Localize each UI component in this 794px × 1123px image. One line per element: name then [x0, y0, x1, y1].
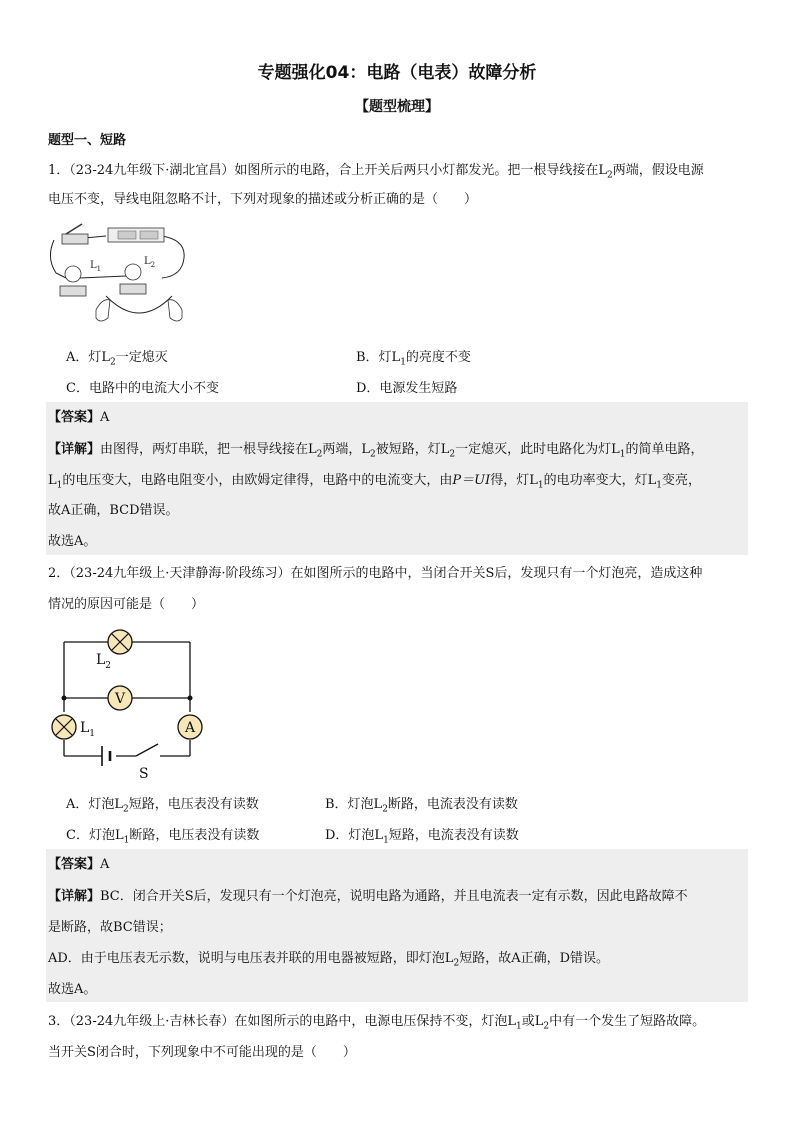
q1-option-b[interactable]: B．灯$L_1$的亮度不变 — [356, 350, 471, 368]
q1-option-a[interactable]: A．灯$L_2$一定熄灭 — [66, 350, 168, 368]
question-type-heading: 题型一、短路 — [48, 133, 127, 148]
q2-option-d[interactable]: D．灯泡$L_1$短路，电流表没有读数 — [325, 828, 519, 846]
q3-stem-line1: 3．（23-24九年级上·吉林长春）在如图所示的电路中，电源电压保持不变，灯泡$L_1$或$L_2$中有一个发生了短路故障。 — [48, 1014, 706, 1032]
q1-detail-line1: 【详解】由图得，两灯串联，把一根导线接在$L_2$两端，$L_2$被短路，灯$L_2$一定熄灭，此时电路化为灯$L_1$的简单电路， — [48, 442, 704, 460]
q3-stem-line2: 当开关S闭合时，下列现象中不可能出现的是（ ） — [48, 1045, 356, 1060]
q1-stem-line1: 1．（23-24九年级下·湖北宜昌）如图所示的电路，合上开关后两只小灯都发光。把一根导线接在$L_2$两端，假设电源 — [48, 163, 704, 181]
q2-detail-line1: 【详解】BC．闭合开关S后，发现只有一个灯泡亮，说明电路为通路，并且电流表一定有示数，因此电路故障不 — [48, 889, 688, 904]
q2-stem-line1: 2．（23-24九年级上·天津静海·阶段练习）在如图所示的电路中，当闭合开关S后，发现只有一个灯泡亮，造成这种 — [48, 566, 703, 581]
q2-fig-l1-label: $L_1$ — [80, 720, 96, 739]
q1-option-c[interactable]: C．电路中的电流大小不变 — [66, 381, 219, 396]
q2-fig-voltmeter-label: V — [115, 691, 126, 707]
q2-circuit-diagram — [44, 626, 214, 782]
q1-answer: 【答案】A — [48, 410, 110, 425]
q1-circuit-photo — [44, 218, 194, 333]
q2-option-c[interactable]: C．灯泡$L_1$断路，电压表没有读数 — [66, 828, 260, 846]
q2-stem-line2: 情况的原因可能是（ ） — [48, 597, 205, 612]
q1-stem-line2: 电压不变，导线电阻忽略不计，下列对现象的描述或分析正确的是（ ） — [48, 192, 478, 207]
q1-detail-line2: $L_1$的电压变大，电路电阻变小，由欧姆定律得，电路中的电流变大，由P＝UI得，灯$L_1$的电功率变大，灯$L_1$变亮， — [48, 473, 701, 491]
q2-answer: 【答案】A — [48, 857, 110, 872]
q1-detail-line4: 故选A。 — [48, 534, 97, 549]
q2-fig-l2-label: $L_2$ — [96, 652, 112, 671]
q1-fig-l2-label: $L_2$ — [144, 256, 156, 269]
q1-option-d[interactable]: D．电源发生短路 — [356, 381, 458, 396]
q2-fig-switch-label: S — [139, 766, 149, 782]
q1-fig-l1-label: $L_1$ — [90, 260, 102, 273]
q2-option-a[interactable]: A．灯泡$L_2$短路，电压表没有读数 — [66, 797, 259, 815]
q2-detail-line4: 故选A。 — [48, 982, 97, 997]
page-title: 专题强化04：电路（电表）故障分析 — [257, 63, 537, 83]
q2-detail-line3: AD．由于电压表无示数，说明与电压表并联的用电器被短路，即灯泡$L_2$短路，故A正确，D错误。 — [48, 951, 609, 969]
q2-option-b[interactable]: B．灯泡$L_2$断路，电流表没有读数 — [325, 797, 518, 815]
section-subtitle: 【题型梳理】 — [355, 99, 439, 115]
q2-fig-ammeter-label: A — [185, 720, 196, 736]
q2-detail-line2: 是断路，故BC错误； — [48, 920, 172, 935]
q1-detail-line3: 故A正确，BCD错误。 — [48, 503, 179, 518]
